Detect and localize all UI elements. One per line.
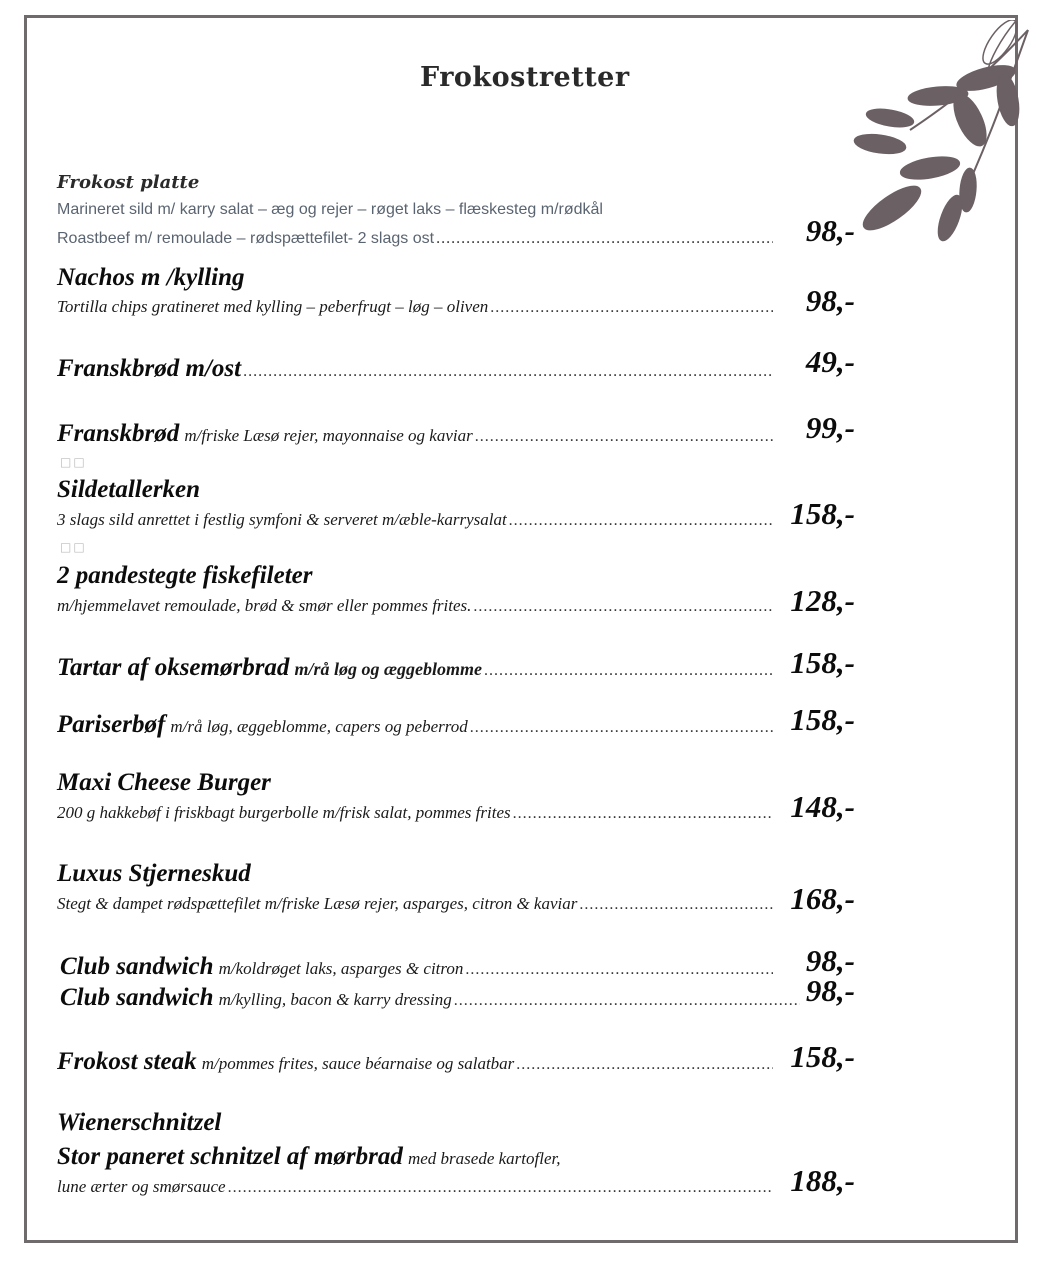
item-desc: m/rå løg og æggeblomme bbox=[294, 659, 483, 679]
leader-dots bbox=[516, 1056, 773, 1074]
placeholder-glyph: □□ bbox=[60, 540, 87, 554]
item-name: Sildetallerken bbox=[57, 476, 201, 503]
menu-row bbox=[57, 711, 773, 739]
leader-dots bbox=[513, 805, 773, 823]
item-desc: 200 g hakkebøf i friskbagt burgerbolle m/frisk salat, pommes frites bbox=[57, 803, 511, 822]
item-name: Nachos m /kylling bbox=[57, 264, 245, 291]
item-name: Tartar af oksemørbrad bbox=[57, 654, 290, 681]
menu-row bbox=[57, 420, 773, 448]
leader-dots bbox=[470, 719, 773, 737]
item-price: 98,- bbox=[805, 943, 855, 978]
leader-dots bbox=[465, 961, 773, 979]
item-desc: m/pommes frites, sauce béarnaise og salatbar bbox=[201, 1054, 515, 1073]
item-name: Wienerschnitzel bbox=[57, 1109, 222, 1136]
item-desc: m/hjemmelavet remoulade, brød & smør eller pommes frites. bbox=[57, 596, 472, 615]
item-price: 158,- bbox=[790, 702, 855, 737]
item-desc: Roastbeef m/ remoulade – rødspættefilet- 2 slags ost bbox=[57, 230, 435, 247]
leader-dots bbox=[509, 512, 773, 530]
item-name: Frokost steak bbox=[57, 1048, 197, 1075]
item-price: 98,- bbox=[805, 283, 855, 318]
item-name: Frokost platte bbox=[57, 172, 200, 193]
menu-row bbox=[57, 894, 773, 914]
item-desc: med brasede kartofler, bbox=[407, 1149, 561, 1168]
menu-row bbox=[57, 230, 773, 248]
item-desc: lune ærter og smørsauce bbox=[57, 1177, 226, 1196]
leader-dots bbox=[454, 992, 800, 1010]
item-price: 98,- bbox=[805, 973, 855, 1008]
menu-row bbox=[57, 803, 773, 823]
item-desc: m/kylling, bacon & karry dressing bbox=[218, 990, 452, 1009]
item-name: Pariserbøf bbox=[57, 711, 166, 738]
item-price: 188,- bbox=[790, 1163, 855, 1198]
menu-row bbox=[57, 1048, 773, 1076]
leader-dots bbox=[475, 428, 773, 446]
menu-row bbox=[57, 654, 773, 682]
item-desc: Marineret sild m/ karry salat – æg og rejer – røget laks – flæskesteg m/rødkål bbox=[57, 201, 603, 218]
menu-row bbox=[57, 355, 773, 383]
menu-row bbox=[57, 510, 773, 530]
item-name: Club sandwich bbox=[60, 953, 214, 980]
leader-dots bbox=[579, 896, 773, 914]
item-desc: m/koldrøget laks, asparges & citron bbox=[218, 959, 464, 978]
item-price: 148,- bbox=[790, 789, 855, 824]
item-desc: 3 slags sild anrettet i festlig symfoni & serveret m/æble-karrysalat bbox=[57, 510, 507, 529]
leader-dots bbox=[473, 598, 773, 616]
item-name: Club sandwich bbox=[60, 984, 214, 1011]
item-price: 98,- bbox=[805, 213, 855, 248]
item-price: 49,- bbox=[805, 344, 855, 379]
item-subline bbox=[57, 1143, 560, 1171]
item-price: 158,- bbox=[790, 496, 855, 531]
item-price: 168,- bbox=[790, 881, 855, 916]
item-desc: m/friske Læsø rejer, mayonnaise og kaviar bbox=[184, 426, 473, 445]
item-name: Luxus Stjerneskud bbox=[57, 860, 251, 887]
item-price: 99,- bbox=[805, 410, 855, 445]
menu-row bbox=[57, 297, 773, 317]
menu-title: Frokostretter bbox=[420, 62, 630, 93]
leader-dots bbox=[436, 230, 773, 248]
item-desc: Tortilla chips gratineret med kylling – peberfrugt – løg – oliven bbox=[57, 297, 489, 316]
item-name: 2 pandestegte fiskefileter bbox=[57, 562, 313, 589]
menu-row bbox=[57, 1177, 773, 1197]
item-price: 128,- bbox=[790, 583, 855, 618]
leaf-branch-icon bbox=[850, 20, 1030, 245]
leader-dots bbox=[243, 363, 773, 381]
leader-dots bbox=[490, 299, 773, 317]
item-name: Maxi Cheese Burger bbox=[57, 769, 271, 796]
menu-row bbox=[57, 596, 773, 616]
leader-dots bbox=[484, 662, 773, 680]
item-desc: Stegt & dampet rødspættefilet m/friske Læsø rejer, asparges, citron & kaviar bbox=[57, 894, 578, 913]
item-name: Franskbrød bbox=[57, 420, 180, 447]
item-desc: m/rå løg, æggeblomme, capers og peberrod bbox=[170, 717, 468, 736]
placeholder-glyph: □□ bbox=[60, 455, 87, 469]
item-subname: Stor paneret schnitzel af mørbrad bbox=[57, 1143, 403, 1170]
menu-row bbox=[60, 984, 800, 1012]
item-price: 158,- bbox=[790, 645, 855, 680]
leader-dots bbox=[228, 1179, 773, 1197]
item-name: Franskbrød m/ost bbox=[57, 355, 242, 382]
menu-row bbox=[60, 953, 773, 981]
item-price: 158,- bbox=[790, 1039, 855, 1074]
